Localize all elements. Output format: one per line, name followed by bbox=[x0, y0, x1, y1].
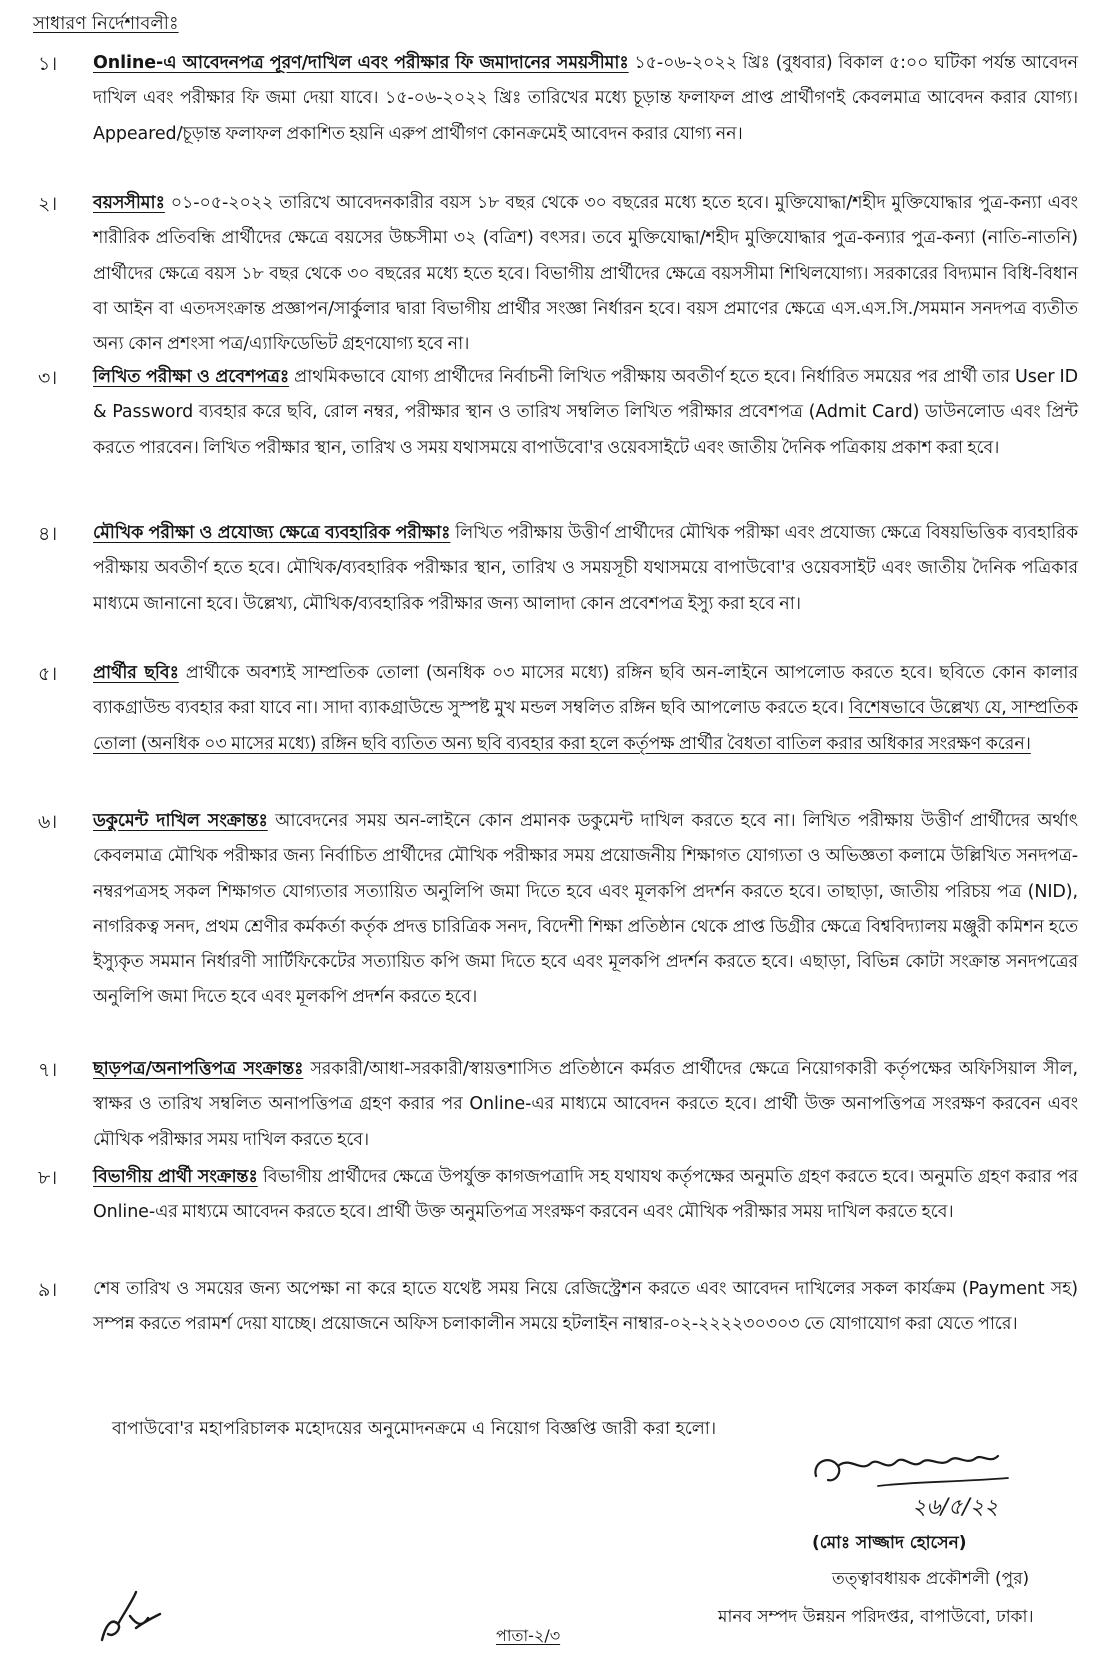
item-number: ২। bbox=[38, 193, 58, 215]
approval-statement: বাপাউবো'র মহাপরিচালক মহোদয়ের অনুমোদনক্রমে এ নিয়োগ বিজ্ঞপ্তি জারী করা হলো। bbox=[112, 1419, 717, 1439]
item-text: সরকারী/আধা-সরকারী/স্বায়ত্তশাসিত প্রতিষ্ঠানে কর্মরত প্রার্থীদের ক্ষেত্রে নিয়োগকারী কর্তৃপক্ষের অফিসিয়াল সীল, স্বাক্ষর ও তারিখ সম্বলিত অনাপত্তিপত্র গ্রহণ করার পর Online-এর মাধ্যমে আবেদন করতে হবে। প্রার্থী উক্ত অনাপত্তিপত্র সংরক্ষণ করবেন এবং মৌখিক পরীক্ষার সময় দাখিল করতে হবে। bbox=[93, 1059, 1078, 1150]
item-text: প্রার্থীকে অবশ্যই সাম্প্রতিক তোলা (অনধিক ০৩ মাসের মধ্যে) রঙ্গিন ছবি অন-লাইনে আপলোড করতে হবে। ছবিতে কোন কালার ব্যাকগ্রাউন্ড ব্যবহার করা যাবে না। সাদা ব্যাকগ্রাউন্ডে সুস্পষ্ট মুখ মন্ডল সম্বলিত রঙ্গিন ছবি আপলোড করতে হবে। bbox=[93, 663, 1078, 719]
item-title: লিখিত পরীক্ষা ও প্রবেশপত্রঃ bbox=[93, 367, 290, 387]
item-number: ৩। bbox=[38, 367, 58, 389]
item-body bbox=[93, 804, 1078, 1016]
item-number: ৪। bbox=[38, 523, 58, 545]
page-number: পাতা-২/৩ bbox=[496, 1626, 561, 1645]
item-title: প্রার্থীর ছবিঃ bbox=[93, 663, 179, 683]
initials-mark-icon bbox=[96, 1588, 166, 1648]
item-text: লিখিত পরীক্ষায় উত্তীর্ণ প্রার্থীদের মৌখিক পরীক্ষা এবং প্রযোজ্য ক্ষেত্রে বিষয়ভিত্তিক ব্যবহারিক পরীক্ষায় অবতীর্ণ হতে হবে। মৌখিক/ব্যবহারিক পরীক্ষার স্থান, তারিখ ও সময়সূচী যথাসময়ে বাপাউবো'র ওয়েবসাইট এবং জাতীয় দৈনিক পত্রিকার মাধ্যমে জানানো হবে। উল্লেখ্য, মৌখিক/ব্যবহারিক পরীক্ষার জন্য আলাদা কোন প্রবেশপত্র ইস্যু করা হবে না। bbox=[93, 523, 1078, 614]
item-text: শেষ তারিখ ও সময়ের জন্য অপেক্ষা না করে হাতে যথেষ্ট সময় নিয়ে রেজিস্ট্রেশন করতে এবং আবেদন দাখিলের সকল কার্যক্রম (Payment সহ) সম্পন্ন করতে পরামর্শ দেয়া যাচ্ছে। প্রয়োজনে অফিস চলাকালীন সময়ে হটলাইন নাম্বার-০২-২২২২৩০৩০৩ তে যোগাযোগ করা যেতে পারে। bbox=[93, 1279, 1078, 1335]
item-title: ডকুমেন্ট দাখিল সংক্রান্তঃ bbox=[93, 811, 268, 831]
item-body bbox=[93, 360, 1078, 466]
item-body bbox=[93, 186, 1078, 362]
item-text: আবেদনের সময় অন-লাইনে কোন প্রমানক ডকুমেন্ট দাখিল করতে হবে না। লিখিত পরীক্ষায় উত্তীর্ণ প্রার্থীদের অর্থাৎ কেবলমাত্র মৌখিক পরীক্ষার জন্য নির্বাচিত প্রার্থীদের মৌখিক পরীক্ষার সময় প্রয়োজনীয় শিক্ষাগত যোগ্যতা ও অভিজ্ঞতা কলামে উল্লিখিত সনদপত্র-নম্বরপত্রসহ সকল শিক্ষাগত যোগ্যতার সত্যায়িত অনুলিপি জমা দিতে হবে এবং মূলকপি প্রদর্শন করতে হবে। তাছাড়া, জাতীয় পরিচয় পত্র (NID), নাগরিকত্ব সনদ, প্রথম শ্রেণীর কর্মকর্তা কর্তৃক প্রদত্ত চারিত্রিক সনদ, বিদেশী শিক্ষা প্রতিষ্ঠান থেকে প্রাপ্ত ডিগ্রীর ক্ষেত্রে বিশ্ববিদ্যালয় মঞ্জুরী কমিশন হতে ইস্যুকৃত সমমান নির্ধারণী সার্টিফিকেটের সত্যায়িত কপি জমা দিতে হবে এবং মূলকপি প্রদর্শন করতে হবে। এছাড়া, বিভিন্ন কোটা সংক্রান্ত সনদপত্রের অনুলিপি জমা দিতে হবে এবং মূলকপি প্রদর্শন করতে হবে। bbox=[93, 811, 1078, 1008]
item-text: ০১-০৫-২০২২ তারিখে আবেদনকারীর বয়স ১৮ বছর থেকে ৩০ বছরের মধ্যে হতে হবে। মুক্তিযোদ্ধা/শহীদ মুক্তিযোদ্ধার পুত্র-কন্যা এবং শারীরিক প্রতিবন্ধি প্রার্থীদের ক্ষেত্রে বয়সের উচ্চসীমা ৩২ (বত্রিশ) বৎসর। তবে মুক্তিযোদ্ধা/শহীদ মুক্তিযোদ্ধার পুত্র-কন্যার পুত্র-কন্যা (নাতি-নাতনি) প্রার্থীদের ক্ষেত্রে বয়স ১৮ বছর থেকে ৩০ বছরের মধ্যে হতে হবে। বিভাগীয় প্রার্থীদের ক্ষেত্রে বয়সসীমা শিথিলযোগ্য। সরকারের বিদ্যমান বিধি-বিধান বা আইন বা এতদসংক্রান্ত প্রজ্ঞাপন/সার্কুলার দ্বারা বিভাগীয় প্রার্থীর সংজ্ঞা নির্ধারন হবে। বয়স প্রমাণের ক্ষেত্রে এস.এস.সি./সমমান সনদপত্র ব্যতীত অন্য কোন প্রশংসা পত্র/এ্যাফিডেভিট গ্রহণযোগ্য হবে না। bbox=[93, 193, 1078, 355]
handwritten-signature-icon bbox=[808, 1442, 1048, 1524]
signatory-designation: তত্ত্বাবধায়ক প্রকৌশলী (পুর) bbox=[832, 1569, 1030, 1589]
item-emphasis-note: বিশেষভাবে উল্লেখ্য যে, সাম্প্রতিক তোলা (অনধিক ০৩ মাসের মধ্যে) রঙ্গিন ছবি ব্যতিত অন্য ছবি ব্যবহার করা হলে কর্তৃপক্ষ প্রার্থীর বৈধতা বাতিল করার অধিকার সংরক্ষণ করেন। bbox=[93, 698, 1078, 754]
item-title: মৌখিক পরীক্ষা ও প্রযোজ্য ক্ষেত্রে ব্যবহারিক পরীক্ষাঃ bbox=[93, 523, 451, 543]
item-body bbox=[93, 46, 1078, 152]
item-title: Online-এ আবেদনপত্র পূরণ/দাখিল এবং পরীক্ষার ফি জমাদানের সময়সীমাঃ bbox=[93, 53, 629, 73]
item-number: ৮। bbox=[38, 1167, 58, 1189]
item-text: প্রাথমিকভাবে যোগ্য প্রার্থীদের নির্বাচনী লিখিত পরীক্ষায় অবতীর্ণ হতে হবে। নির্ধারিত সময়ের পর প্রার্থী তার User ID & Password ব্যবহার করে ছবি, রোল নম্বর, পরীক্ষার স্থান ও তারিখ সম্বলিত লিখিত পরীক্ষার প্রবেশপত্র (Admit Card) ডাউনলোড এবং প্রিন্ট করতে পারবেন। লিখিত পরীক্ষার স্থান, তারিখ ও সময় যথাসময়ে বাপাউবো'র ওয়েবসাইটে এবং জাতীয় দৈনিক পত্রিকায় প্রকাশ করা হবে। bbox=[93, 367, 1078, 458]
item-body bbox=[93, 656, 1078, 762]
item-body bbox=[93, 1272, 1078, 1343]
item-title: বয়সসীমাঃ bbox=[93, 193, 165, 213]
item-title: ছাড়পত্র/অনাপত্তিপত্র সংক্রান্তঃ bbox=[93, 1059, 304, 1079]
item-text: ১৫-০৬-২০২২ খ্রিঃ (বুধবার) বিকাল ৫:০০ ঘটিকা পর্যন্ত আবেদন দাখিল এবং পরীক্ষার ফি জমা দেয়া যাবে। ১৫-০৬-২০২২ খ্রিঃ তারিখের মধ্যে চূড়ান্ত ফলাফল প্রাপ্ত প্রার্থীগণই কেবলমাত্র আবেদন করার যোগ্য। Appeared/চূড়ান্ত ফলাফল প্রকাশিত হয়নি এরুপ প্রার্থীগণ কোনক্রমেই আবেদন করার যোগ্য নন। bbox=[93, 53, 1078, 144]
general-instructions-heading: সাধারণ নির্দেশাবলীঃ bbox=[33, 13, 179, 34]
item-number: ৯। bbox=[38, 1279, 58, 1301]
item-number: ৫। bbox=[38, 663, 58, 685]
item-body bbox=[93, 516, 1078, 622]
item-title: বিভাগীয় প্রার্থী সংক্রান্তঃ bbox=[93, 1167, 258, 1187]
signatory-office: মানব সম্পদ উন্নয়ন পরিদপ্তর, বাপাউবো, ঢাকা। bbox=[718, 1607, 1034, 1627]
item-number: ৭। bbox=[38, 1059, 58, 1081]
item-body bbox=[93, 1160, 1078, 1231]
item-number: ১। bbox=[38, 53, 58, 75]
signatory-name: (মোঃ সাজ্জাদ হোসেন) bbox=[812, 1533, 967, 1553]
item-body bbox=[93, 1052, 1078, 1158]
item-text: বিভাগীয় প্রার্থীদের ক্ষেত্রে উপর্যুক্ত কাগজপত্রাদি সহ যথাযথ কর্তৃপক্ষের অনুমতি গ্রহণ করতে হবে। অনুমতি গ্রহণ করার পর Online-এর মাধ্যমে আবেদন করতে হবে। প্রার্থী উক্ত অনুমতিপত্র সংরক্ষণ করবেন এবং মৌখিক পরীক্ষার সময় দাখিল করতে হবে। bbox=[93, 1167, 1078, 1223]
item-number: ৬। bbox=[38, 811, 58, 833]
signature-date: ২৬/৫/২২ bbox=[912, 1495, 999, 1520]
